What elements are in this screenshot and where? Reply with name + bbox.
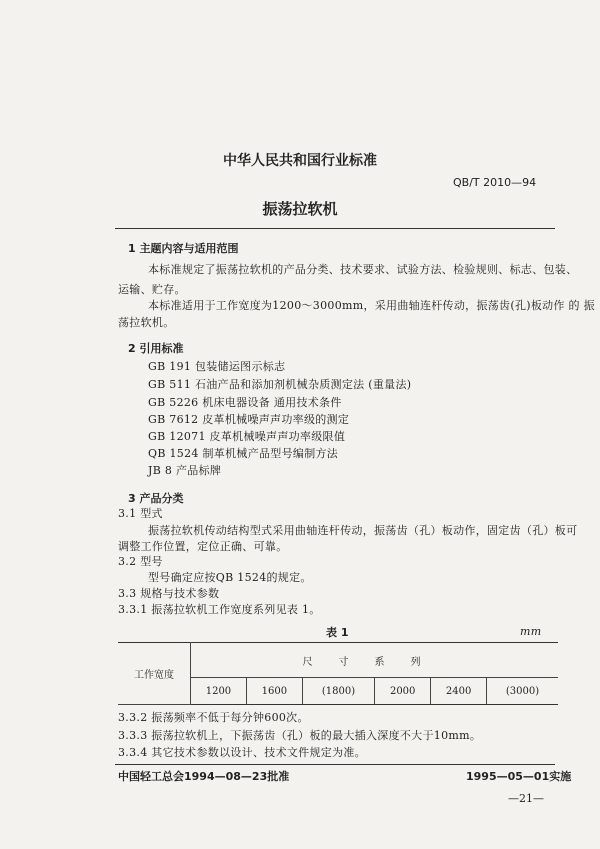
subsection-3-1-line-1: 振荡拉软机传动结构型式采用曲轴连杆传动，振荡齿（孔）板动作，固定齿（孔）板可 [148,524,578,537]
table-column-header: 尺寸系列 [191,643,559,678]
table-1-caption: 表 1 [326,626,349,639]
subsection-3-3-heading: 3.3 规格与技术参数 [118,587,220,600]
reference-item: GB 191 包装储运图示标志 [148,360,286,373]
subsection-3-1-line-2: 调整工作位置，定位正确、可靠。 [118,540,288,553]
reference-item: GB 7612 皮革机械噪声声功率级的测定 [148,413,350,426]
implementation-date: 1995—05—01实施 [466,770,572,783]
table-cell: 2000 [375,678,431,705]
section-1-heading: 1 主题内容与适用范围 [128,242,239,255]
table-cell: 1600 [246,678,302,705]
reference-item: GB 511 石油产品和添加剂机械杂质测定法 (重量法) [148,378,412,391]
section-1-paragraph-1-line-1: 本标准规定了振荡拉软机的产品分类、技术要求、试验方法、检验规则、标志、包装、 [148,263,578,276]
table-row-label: 工作宽度 [118,643,191,705]
reference-item: GB 12071 皮革机械噪声声功率级限值 [148,430,346,443]
section-1-paragraph-2-line-1: 本标准适用于工作宽度为1200～3000mm，采用曲轴连杆传动，振荡齿(孔)板动作 的 振 [148,299,595,312]
reference-item: GB 5226 机床电器设备 通用技术条件 [148,396,342,409]
title-rule [115,228,555,229]
subsection-3-3-2-text: 3.3.2 振荡频率不低于每分钟600次。 [118,711,309,724]
reference-item: QB 1524 制革机械产品型号编制方法 [148,447,339,460]
page-number: —21— [508,792,544,805]
subsection-3-3-1-text: 3.3.1 振荡拉软机工作宽度系列见表 1。 [118,603,321,616]
section-2-heading: 2 引用标准 [128,342,184,355]
section-1-paragraph-2-line-2: 荡拉软机。 [118,316,175,329]
table-1-unit: mm [520,625,542,638]
section-1-paragraph-1-line-2: 运输、贮存。 [118,283,186,296]
subsection-3-2-text: 型号确定应按QB 1524的规定。 [148,571,312,584]
table-cell: (1800) [302,678,374,705]
subsection-3-3-4-text: 3.3.4 其它技术参数以设计、技术文件规定为准。 [118,746,366,759]
table-cell: 2400 [431,678,487,705]
subsection-3-2-heading: 3.2 型号 [118,555,163,568]
section-3-heading: 3 产品分类 [128,492,184,505]
table-cell: (3000) [487,678,558,705]
reference-item: JB 8 产品标牌 [148,464,222,477]
standard-category-title: 中华人民共和国行业标准 [223,153,377,169]
footer-rule [115,764,555,765]
subsection-3-3-3-text: 3.3.3 振荡拉软机上，下振荡齿（孔）板的最大插入深度不大于10mm。 [118,729,482,742]
subsection-3-1-heading: 3.1 型式 [118,507,163,520]
standard-code: QB/T 2010—94 [453,176,537,189]
table-cell: 1200 [191,678,247,705]
document-title: 振荡拉软机 [262,200,338,218]
table-1 [118,642,558,705]
table-row [118,643,558,678]
approval-date: 中国轻工总会1994—08—23批准 [118,770,290,783]
